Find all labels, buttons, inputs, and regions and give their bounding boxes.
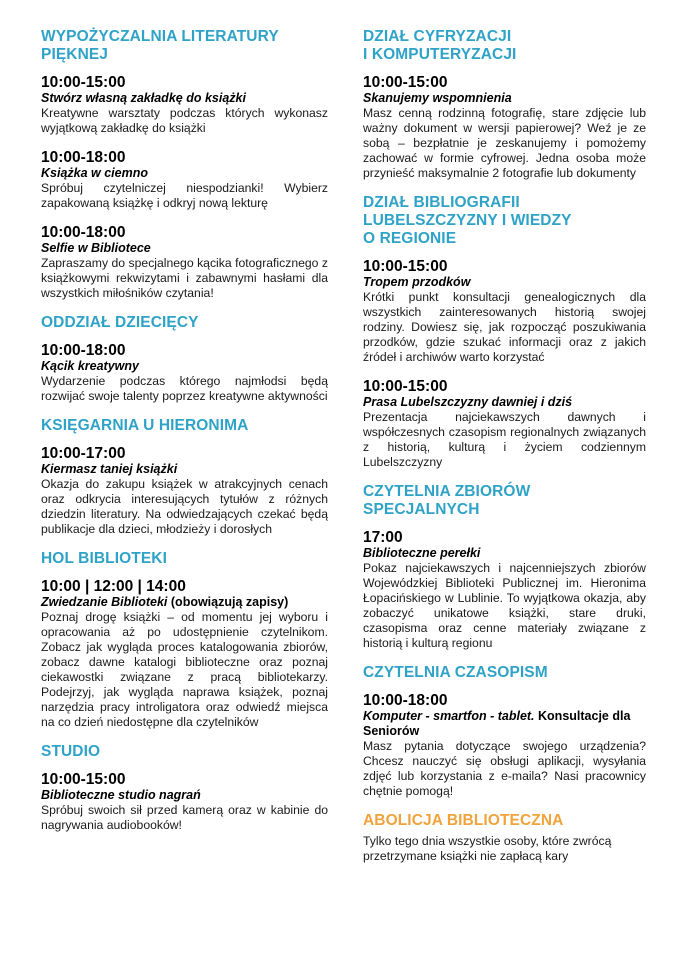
event-title-suffix: (obowiązują zapisy)	[167, 595, 289, 609]
event-title-suffix: Konsultacje dla Seniorów	[363, 709, 631, 738]
event-title-text: Kiermasz taniej książki	[41, 462, 178, 476]
section	[363, 194, 646, 470]
event-time: 10:00-18:00	[41, 149, 126, 166]
event-description: Prezentacja najciekawszych dawnych i współczesnych czasopism regionalnych związanych z historią, kulturą i życiem codziennym Lubelszczyzny	[363, 410, 646, 469]
event-title-text: Selfie w Bibliotece	[41, 241, 151, 255]
section-title-line: WYPOŻYCZALNIA LITERATURY	[41, 28, 279, 45]
event-time: 10:00-18:00	[41, 224, 126, 241]
event-time: 17:00	[363, 529, 403, 546]
event-description: Masz pytania dotyczące swojego urządzenia? Chcesz nauczyć się obsługi aplikacji, wysyłania zdjęć lub korzystania z e-maila? Nasi pracownicy chętnie pomogą!	[363, 739, 646, 798]
section	[41, 314, 328, 404]
event-title	[41, 595, 328, 610]
event-title-text: Komputer - smartfon - tablet.	[363, 709, 535, 723]
event-time: 10:00-15:00	[363, 258, 448, 275]
event-title	[363, 275, 646, 290]
section-title-line: ODDZIAŁ DZIECIĘCY	[41, 314, 199, 331]
section-title-abolicja: ABOLICJA BIBLIOTECZNA	[363, 812, 564, 829]
section	[41, 417, 328, 537]
event-time: 10:00-15:00	[41, 771, 126, 788]
section	[363, 664, 646, 799]
section	[363, 483, 646, 651]
section-title	[363, 28, 646, 64]
section-title	[41, 417, 328, 435]
event	[363, 529, 646, 651]
section-title-line: PIĘKNEJ	[41, 46, 109, 63]
event-description: Spróbuj swoich sił przed kamerą oraz w kabinie do nagrywania audiobooków!	[41, 803, 328, 832]
section-title-line: DZIAŁ BIBLIOGRAFII	[363, 194, 520, 211]
event-description: Zapraszamy do specjalnego kącika fotograficznego z książkowymi rekwizytami i zabawnymi hasłami dla wszystkich miłośników czytania!	[41, 256, 328, 300]
section	[363, 28, 646, 181]
event-title-text: Stwórz własną zakładkę do książki	[41, 91, 246, 105]
section-title	[41, 28, 328, 64]
event-time: 10:00-18:00	[41, 342, 126, 359]
event-title-text: Tropem przodków	[363, 275, 471, 289]
event-title	[41, 91, 328, 106]
event-description: Poznaj drogę książki – od momentu jej wyboru i opracowania aż po udostępnienie czytelnikom. Zobacz jak wygląda proces katalogowania zbiorów, zobacz dawne katalogi biblioteczne oraz poznaj ciekawostki związane z pracą bibliotekarzy. Podejrzyj, jak wygląda naprawa książek, poznaj narzędzia pracy introligatora oraz odwiedź miejsca na co dzień niedostępne dla czytelników	[41, 610, 328, 729]
event-time: 10:00-15:00	[363, 378, 448, 395]
event-description: Okazja do zakupu książek w atrakcyjnych cenach oraz odkrycia interesujących tytułów z różnych dziedzin literatury. Na odwiedzających czekać będą publikacje dla dzieci, młodzieży i dorosłych	[41, 477, 328, 536]
event-title	[41, 788, 328, 803]
event-time: 10:00-15:00	[41, 74, 126, 91]
event	[363, 258, 646, 365]
section-title-line: CZYTELNIA CZASOPISM	[363, 664, 548, 681]
left-column	[41, 28, 328, 846]
section-title-line: STUDIO	[41, 743, 101, 760]
event-description: Spróbuj czytelniczej niespodzianki! Wybierz zapakowaną książkę i odkryj nową lekturę	[41, 181, 328, 210]
event-title-text: Kącik kreatywny	[41, 359, 139, 373]
event-title	[363, 91, 646, 106]
section-title-line: HOL BIBLIOTEKI	[41, 550, 167, 567]
event-title-text: Biblioteczne studio nagrań	[41, 788, 201, 802]
event-description: Krótki punkt konsultacji genealogicznych dla wszystkich zainteresowanych historią swojej rodziny. Dowiesz się, jak rozpocząć poszukiwania przodków, gdzie szukać informacji oraz z jakich źródeł i archiwów warto korzystać	[363, 290, 646, 364]
event-time: 10:00-15:00	[363, 74, 448, 91]
event-title-text: Biblioteczne perełki	[363, 546, 481, 560]
event-time: 10:00-18:00	[363, 692, 448, 709]
section	[41, 28, 328, 301]
section-title-line: KSIĘGARNIA U HIERONIMA	[41, 417, 249, 434]
event	[363, 74, 646, 181]
event-title-text: Skanujemy wspomnienia	[363, 91, 512, 105]
section-title-line: I KOMPUTERYZACJI	[363, 46, 517, 63]
section	[41, 743, 328, 833]
section-title-line: SPECJALNYCH	[363, 501, 480, 518]
right-column	[363, 28, 646, 874]
section-title-line: LUBELSZCZYZNY I WIEDZY	[363, 212, 572, 229]
event-title-text: Zwiedzanie Biblioteki	[41, 595, 168, 609]
event	[41, 445, 328, 537]
event-title	[41, 462, 328, 477]
section-title	[41, 743, 328, 761]
section-title-line: DZIAŁ CYFRYZACJI	[363, 28, 512, 45]
event-time: 10:00 | 12:00 | 14:00	[41, 578, 186, 595]
event	[41, 342, 328, 404]
event-title-text: Książka w ciemno	[41, 166, 148, 180]
section-title	[41, 314, 328, 332]
event-title	[363, 709, 646, 739]
section-title-line: CZYTELNIA ZBIORÓW	[363, 483, 531, 500]
event	[41, 74, 328, 136]
event-description: Pokaz najciekawszych i najcenniejszych zbiorów Wojewódzkiej Biblioteki Publicznej im. Hieronima Łopacińskiego w Lublinie. To wyjątkowa okazja, aby zobaczyć unikatowe książki, stare druki, czasopisma oraz cenne materiały związane z historią i kulturą regionu	[363, 561, 646, 650]
event	[363, 378, 646, 470]
section	[41, 550, 328, 730]
event-title	[41, 359, 328, 374]
event-description: Kreatywne warsztaty podczas których wykonasz wyjątkową zakładkę do książki	[41, 106, 328, 135]
event	[41, 771, 328, 833]
event	[363, 692, 646, 799]
section-abolicja	[363, 812, 646, 864]
section-title	[41, 550, 328, 568]
event-title-text: Prasa Lubelszczyzny dawniej i dziś	[363, 395, 573, 409]
abolicja-description: Tylko tego dnia wszystkie osoby, które zwrócą przetrzymane książki nie zapłacą kary	[363, 834, 612, 863]
event-title	[363, 546, 646, 561]
section-title-line: O REGIONIE	[363, 230, 457, 247]
event	[41, 224, 328, 301]
event-description: Masz cenną rodzinną fotografię, stare zdjęcie lub ważny dokument w wersji papierowej? Weź je ze sobą – bezpłatnie je zeskanujemy i pomożemy zachować w formie cyfrowej. Jedna osoba może przynieść maksymalnie 2 fotografie lub dokumenty	[363, 106, 646, 180]
event-description: Wydarzenie podczas którego najmłodsi będą rozwijać swoje talenty poprzez kreatywne aktywności	[41, 374, 328, 403]
event	[41, 149, 328, 211]
section-title	[363, 664, 646, 682]
event-time: 10:00-17:00	[41, 445, 126, 462]
event-title	[41, 166, 328, 181]
event-title	[363, 395, 646, 410]
section-title	[363, 483, 646, 519]
event-title	[41, 241, 328, 256]
section-title	[363, 194, 646, 248]
event	[41, 578, 328, 730]
